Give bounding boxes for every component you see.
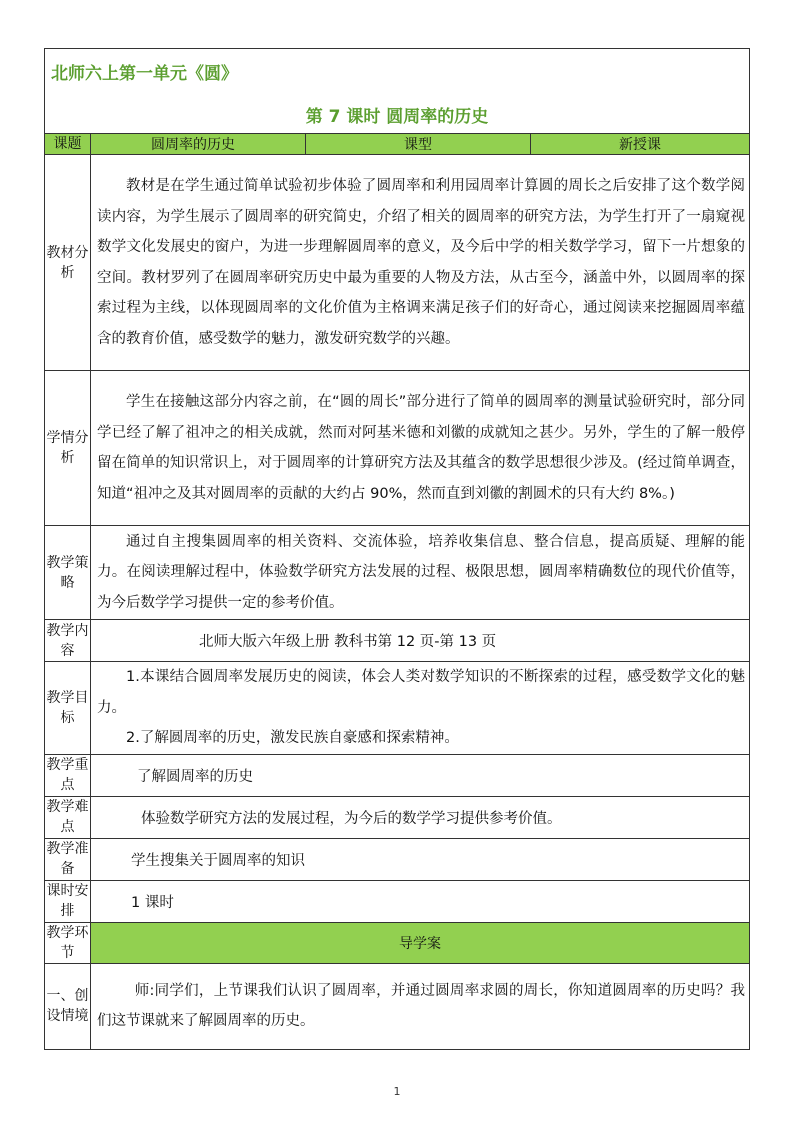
- preparation-label: 教学准备: [45, 838, 91, 880]
- student-analysis-label: 学情分析: [45, 371, 91, 526]
- strategy-label: 教学策略: [45, 526, 91, 620]
- goal-item-2: 2.了解圆周率的历史，激发民族自豪感和探索精神。: [126, 730, 459, 746]
- process-label: 教学环节: [45, 922, 91, 963]
- type-label: 课型: [306, 134, 531, 155]
- scenario-text: 师:同学们，上节课我们认识了圆周率，并通过圆周率求圆的周长，你知道圆周率的历史吗？我们这节课就来了解圆周率的历史。: [97, 982, 745, 1029]
- lesson-title: 第 7 课时 圆周率的历史: [305, 107, 489, 127]
- content-label: 教学内容: [45, 620, 91, 662]
- meta-row: [45, 134, 750, 155]
- textbook-analysis-cell: [91, 155, 750, 371]
- goals-row: [45, 662, 750, 755]
- key-point-row: [45, 754, 750, 796]
- schedule-label: 课时安排: [45, 880, 91, 922]
- header-cell: [45, 49, 750, 134]
- textbook-analysis-row: [45, 155, 750, 371]
- strategy-cell: [91, 526, 750, 620]
- topic-label: 课题: [45, 134, 91, 155]
- difficulty-text: 体验数学研究方法的发展过程，为今后的数学学习提供参考价值。: [91, 796, 750, 838]
- strategy-row: [45, 526, 750, 620]
- scenario-cell: [91, 963, 750, 1049]
- key-point-label: 教学重点: [45, 754, 91, 796]
- goal-item-1: 1.本课结合圆周率发展历史的阅读，体会人类对数学知识的不断探索的过程，感受数学文化的魅力。: [97, 669, 745, 716]
- scenario-row: [45, 963, 750, 1049]
- document-title: 北师六上第一单元《圆》: [51, 64, 238, 84]
- goals-cell: [91, 662, 750, 755]
- key-point-text: 了解圆周率的历史: [91, 754, 750, 796]
- schedule-row: [45, 880, 750, 922]
- student-analysis-text: 学生在接触这部分内容之前，在“圆的周长”部分进行了简单的圆周率的测量试验研究时，部分同学已经了解了祖冲之的相关成就，然而对阿基米德和刘徽的成就知之甚少。另外，学生的了解一般停留在简单的知识常识上，对于圆周率的计算研究方法及其蕴含的数学思想很少涉及。(经过简单调查，知道“祖冲之及其对圆周率的贡献的大约占 90%，然而直到刘徽的割圆术的只有大约 8%。): [97, 394, 745, 502]
- topic-value: 圆周率的历史: [91, 134, 306, 155]
- content-text: 北师大版六年级上册 教科书第 12 页-第 13 页: [91, 620, 750, 662]
- difficulty-row: [45, 796, 750, 838]
- preparation-text: 学生搜集关于圆周率的知识: [91, 838, 750, 880]
- preparation-row: [45, 838, 750, 880]
- student-analysis-row: [45, 371, 750, 526]
- student-analysis-cell: [91, 371, 750, 526]
- lesson-plan-table: [44, 48, 750, 1050]
- strategy-text: 通过自主搜集圆周率的相关资料、交流体验，培养收集信息、整合信息，提高质疑、理解的能力。在阅读理解过程中，体验数学研究方法发展的过程、极限思想，圆周率精确数位的现代价值等，为今后数学学习提供一定的参考价值。: [97, 533, 745, 611]
- schedule-text: 1 课时: [91, 880, 750, 922]
- page-number: 1: [393, 1085, 401, 1098]
- scenario-label: 一、创设情境: [45, 963, 91, 1049]
- difficulty-label: 教学难点: [45, 796, 91, 838]
- process-row: [45, 922, 750, 963]
- type-value: 新授课: [531, 134, 750, 155]
- textbook-analysis-text: 教材是在学生通过简单试验初步体验了圆周率和利用园周率计算圆的周长之后安排了这个数学阅读内容，为学生展示了圆周率的研究简史，介绍了相关的圆周率的研究方法，为学生打开了一扇窥视数学文化发展史的窗户，为进一步理解圆周率的意义，及今后中学的相关数学学习，留下一片想象的空间。教材罗列了在圆周率研究历史中最为重要的人物及方法，从古至今，涵盖中外，以圆周率的探索过程为主线，以体现圆周率的文化价值为主格调来满足孩子们的好奇心，通过阅读来挖掘圆周率蕴含的教育价值，感受数学的魅力，激发研究数学的兴趣。: [97, 178, 745, 347]
- goals-label: 教学目标: [45, 662, 91, 755]
- textbook-analysis-label: 教材分析: [45, 155, 91, 371]
- content-row: [45, 620, 750, 662]
- process-header: 导学案: [91, 922, 750, 963]
